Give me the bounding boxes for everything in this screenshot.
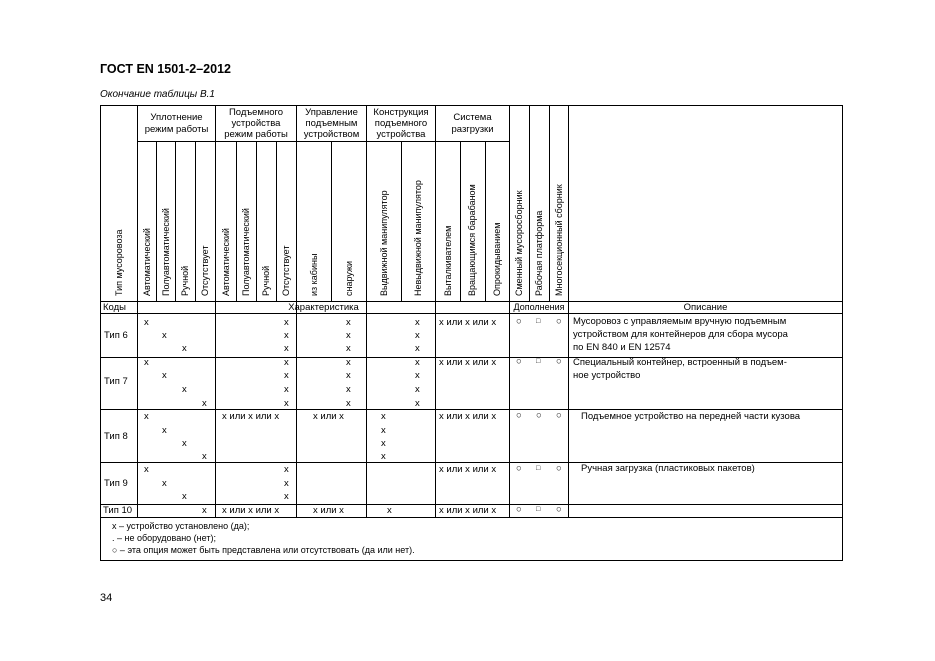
label-additions: Дополнения — [513, 302, 565, 312]
cell-x: x — [284, 370, 289, 381]
row-code-t6: Тип 6 — [104, 330, 128, 341]
cell-x: x — [284, 343, 289, 354]
col-ctrl-cab: из кабины — [309, 253, 319, 296]
col-add-multisection: Многосекционный сборник — [554, 184, 564, 296]
note-1: x – устройство установлено (да); — [112, 521, 250, 531]
cell-x: x — [202, 505, 207, 516]
note-2: . – не оборудовано (нет); — [112, 533, 216, 543]
col-unl-tip: Опрокидыванием — [492, 222, 502, 296]
group-lifting-l3: режим работы — [224, 129, 288, 140]
cell-x: x — [346, 370, 351, 381]
cell-x: x — [284, 317, 289, 328]
cell-unloading: x или x или x — [439, 411, 497, 422]
col-add-changeable: Сменный мусоросборник — [514, 190, 524, 296]
cell-x: x — [284, 478, 289, 489]
col-cons-ext: Выдвижной манипулятор — [379, 190, 389, 296]
row-desc-t7-l1: Специальный контейнер, встроенный в подъем- — [573, 357, 787, 368]
cell-lifting: x или x или x — [222, 505, 280, 516]
col-unl-drum: Вращающимся барабаном — [467, 184, 477, 296]
cell-none-mark: □ — [536, 358, 541, 365]
page-number: 34 — [100, 592, 113, 604]
col-type: Тип мусоровоза — [114, 229, 124, 296]
cell-x: x — [381, 425, 386, 436]
cell-x: x — [182, 491, 187, 502]
group-construction-l3: устройства — [376, 129, 426, 140]
col-lift-auto: Автоматический — [221, 228, 231, 296]
cell-unloading: x или x или x — [439, 317, 497, 328]
group-control-l3: устройством — [303, 129, 360, 140]
cell-x: x — [144, 357, 149, 368]
cell-unloading: x или x или x — [439, 357, 497, 368]
cell-x: x — [144, 411, 149, 422]
group-construction-l1: Конструкция — [373, 107, 429, 118]
col-add-platform: Рабочая платформа — [534, 210, 544, 296]
cell-optional: ○ — [536, 410, 542, 421]
cell-x: x — [346, 317, 351, 328]
row-desc-t6-l1: Мусоровоз с управляемым вручную подъемным — [573, 316, 787, 327]
cell-x: x — [415, 343, 420, 354]
cell-x: x — [415, 357, 420, 368]
label-codes: Коды — [103, 302, 126, 313]
cell-optional: ○ — [516, 356, 522, 367]
cell-x: x — [381, 411, 386, 422]
row-code-t7: Тип 7 — [104, 376, 128, 387]
cell-x: x — [202, 398, 207, 409]
cell-x: x — [162, 478, 167, 489]
row-desc-t8-l1: Подъемное устройство на передней части кузова — [581, 411, 801, 422]
row-code-t10: Тип 10 — [103, 505, 133, 516]
cell-x: x — [202, 451, 207, 462]
row-desc-t6-l2: устройством для контейнеров для сбора мусора — [573, 329, 788, 340]
col-comp-semi: Полуавтоматический — [161, 208, 171, 296]
group-control-l2: подъемным — [305, 118, 358, 129]
cell-x: x — [162, 330, 167, 341]
col-unl-pusher: Выталкивателем — [443, 225, 453, 296]
table-subtitle: Окончание таблицы В.1 — [100, 89, 215, 100]
cell-optional: ○ — [556, 463, 562, 474]
cell-optional: ○ — [516, 410, 522, 421]
col-comp-none: Отсутствует — [200, 245, 210, 296]
group-unloading-l2: разгрузки — [451, 124, 494, 135]
row-desc-t9-l1: Ручная загрузка (пластиковых пакетов) — [581, 463, 755, 474]
row-desc-t7-l2: ное устройство — [573, 370, 641, 381]
cell-x: x — [346, 330, 351, 341]
cell-x: x — [346, 357, 351, 368]
row-code-t8: Тип 8 — [104, 431, 128, 442]
group-unloading-l1: Система — [453, 112, 492, 123]
cell-control: x или x — [313, 411, 344, 422]
col-lift-semi: Полуавтоматический — [241, 208, 251, 296]
cell-x: x — [162, 370, 167, 381]
cell-x: x — [346, 343, 351, 354]
group-lifting-l1: Подъемного — [228, 107, 284, 118]
cell-x: x — [284, 491, 289, 502]
cell-x: x — [284, 464, 289, 475]
cell-control: x или x — [313, 505, 344, 516]
cell-x: x — [346, 384, 351, 395]
group-compaction-l2: режим работы — [144, 124, 209, 135]
cell-optional: ○ — [516, 316, 522, 327]
cell-none-mark: □ — [536, 465, 541, 472]
group-control-l1: Управление — [305, 107, 358, 118]
cell-optional: ○ — [556, 316, 562, 327]
cell-x: x — [182, 343, 187, 354]
group-construction-l2: подъемного — [374, 118, 428, 129]
cell-x: x — [346, 398, 351, 409]
cell-x: x — [144, 464, 149, 475]
cell-x: x — [284, 357, 289, 368]
cell-x: x — [162, 425, 167, 436]
cell-none-mark: □ — [536, 318, 541, 325]
group-compaction-l1: Уплотнение — [150, 112, 203, 123]
group-lifting-l2: устройства — [231, 118, 281, 129]
cell-x: x — [284, 384, 289, 395]
cell-x: x — [381, 451, 386, 462]
cell-unloading: x или x или x — [439, 505, 497, 516]
note-3: ○ – эта опция может быть представлена или отсутствовать (да или нет). — [112, 545, 415, 555]
cell-x: x — [415, 317, 420, 328]
cell-x: x — [415, 330, 420, 341]
cell-optional: ○ — [556, 410, 562, 421]
cell-x: x — [415, 398, 420, 409]
col-comp-manual: Ручной — [180, 265, 190, 296]
col-lift-manual: Ручной — [261, 265, 271, 296]
cell-x: x — [381, 438, 386, 449]
document-title: ГОСТ EN 1501-2–2012 — [100, 62, 231, 76]
cell-x: x — [415, 384, 420, 395]
cell-x: x — [182, 438, 187, 449]
cell-x: x — [284, 398, 289, 409]
cell-x: x — [284, 330, 289, 341]
cell-x: x — [182, 384, 187, 395]
cell-unloading: x или x или x — [439, 464, 497, 475]
col-cons-nonext: Невыдвижной манипулятор — [413, 180, 423, 296]
col-ctrl-out: снаружи — [344, 260, 354, 296]
cell-x: x — [387, 505, 392, 516]
row-desc-t6-l3: по EN 840 и EN 12574 — [573, 342, 671, 353]
cell-x: x — [144, 317, 149, 328]
cell-optional: ○ — [556, 504, 562, 515]
label-characteristics: Характеристика — [288, 302, 359, 313]
cell-optional: ○ — [516, 463, 522, 474]
label-description: Описание — [683, 302, 728, 313]
cell-x: x — [415, 370, 420, 381]
cell-none-mark: □ — [536, 506, 541, 513]
cell-optional: ○ — [516, 504, 522, 515]
col-comp-auto: Автоматический — [142, 228, 152, 296]
col-lift-none: Отсутствует — [281, 245, 291, 296]
cell-lifting: x или x или x — [222, 411, 280, 422]
row-code-t9: Тип 9 — [104, 478, 128, 489]
cell-optional: ○ — [556, 356, 562, 367]
